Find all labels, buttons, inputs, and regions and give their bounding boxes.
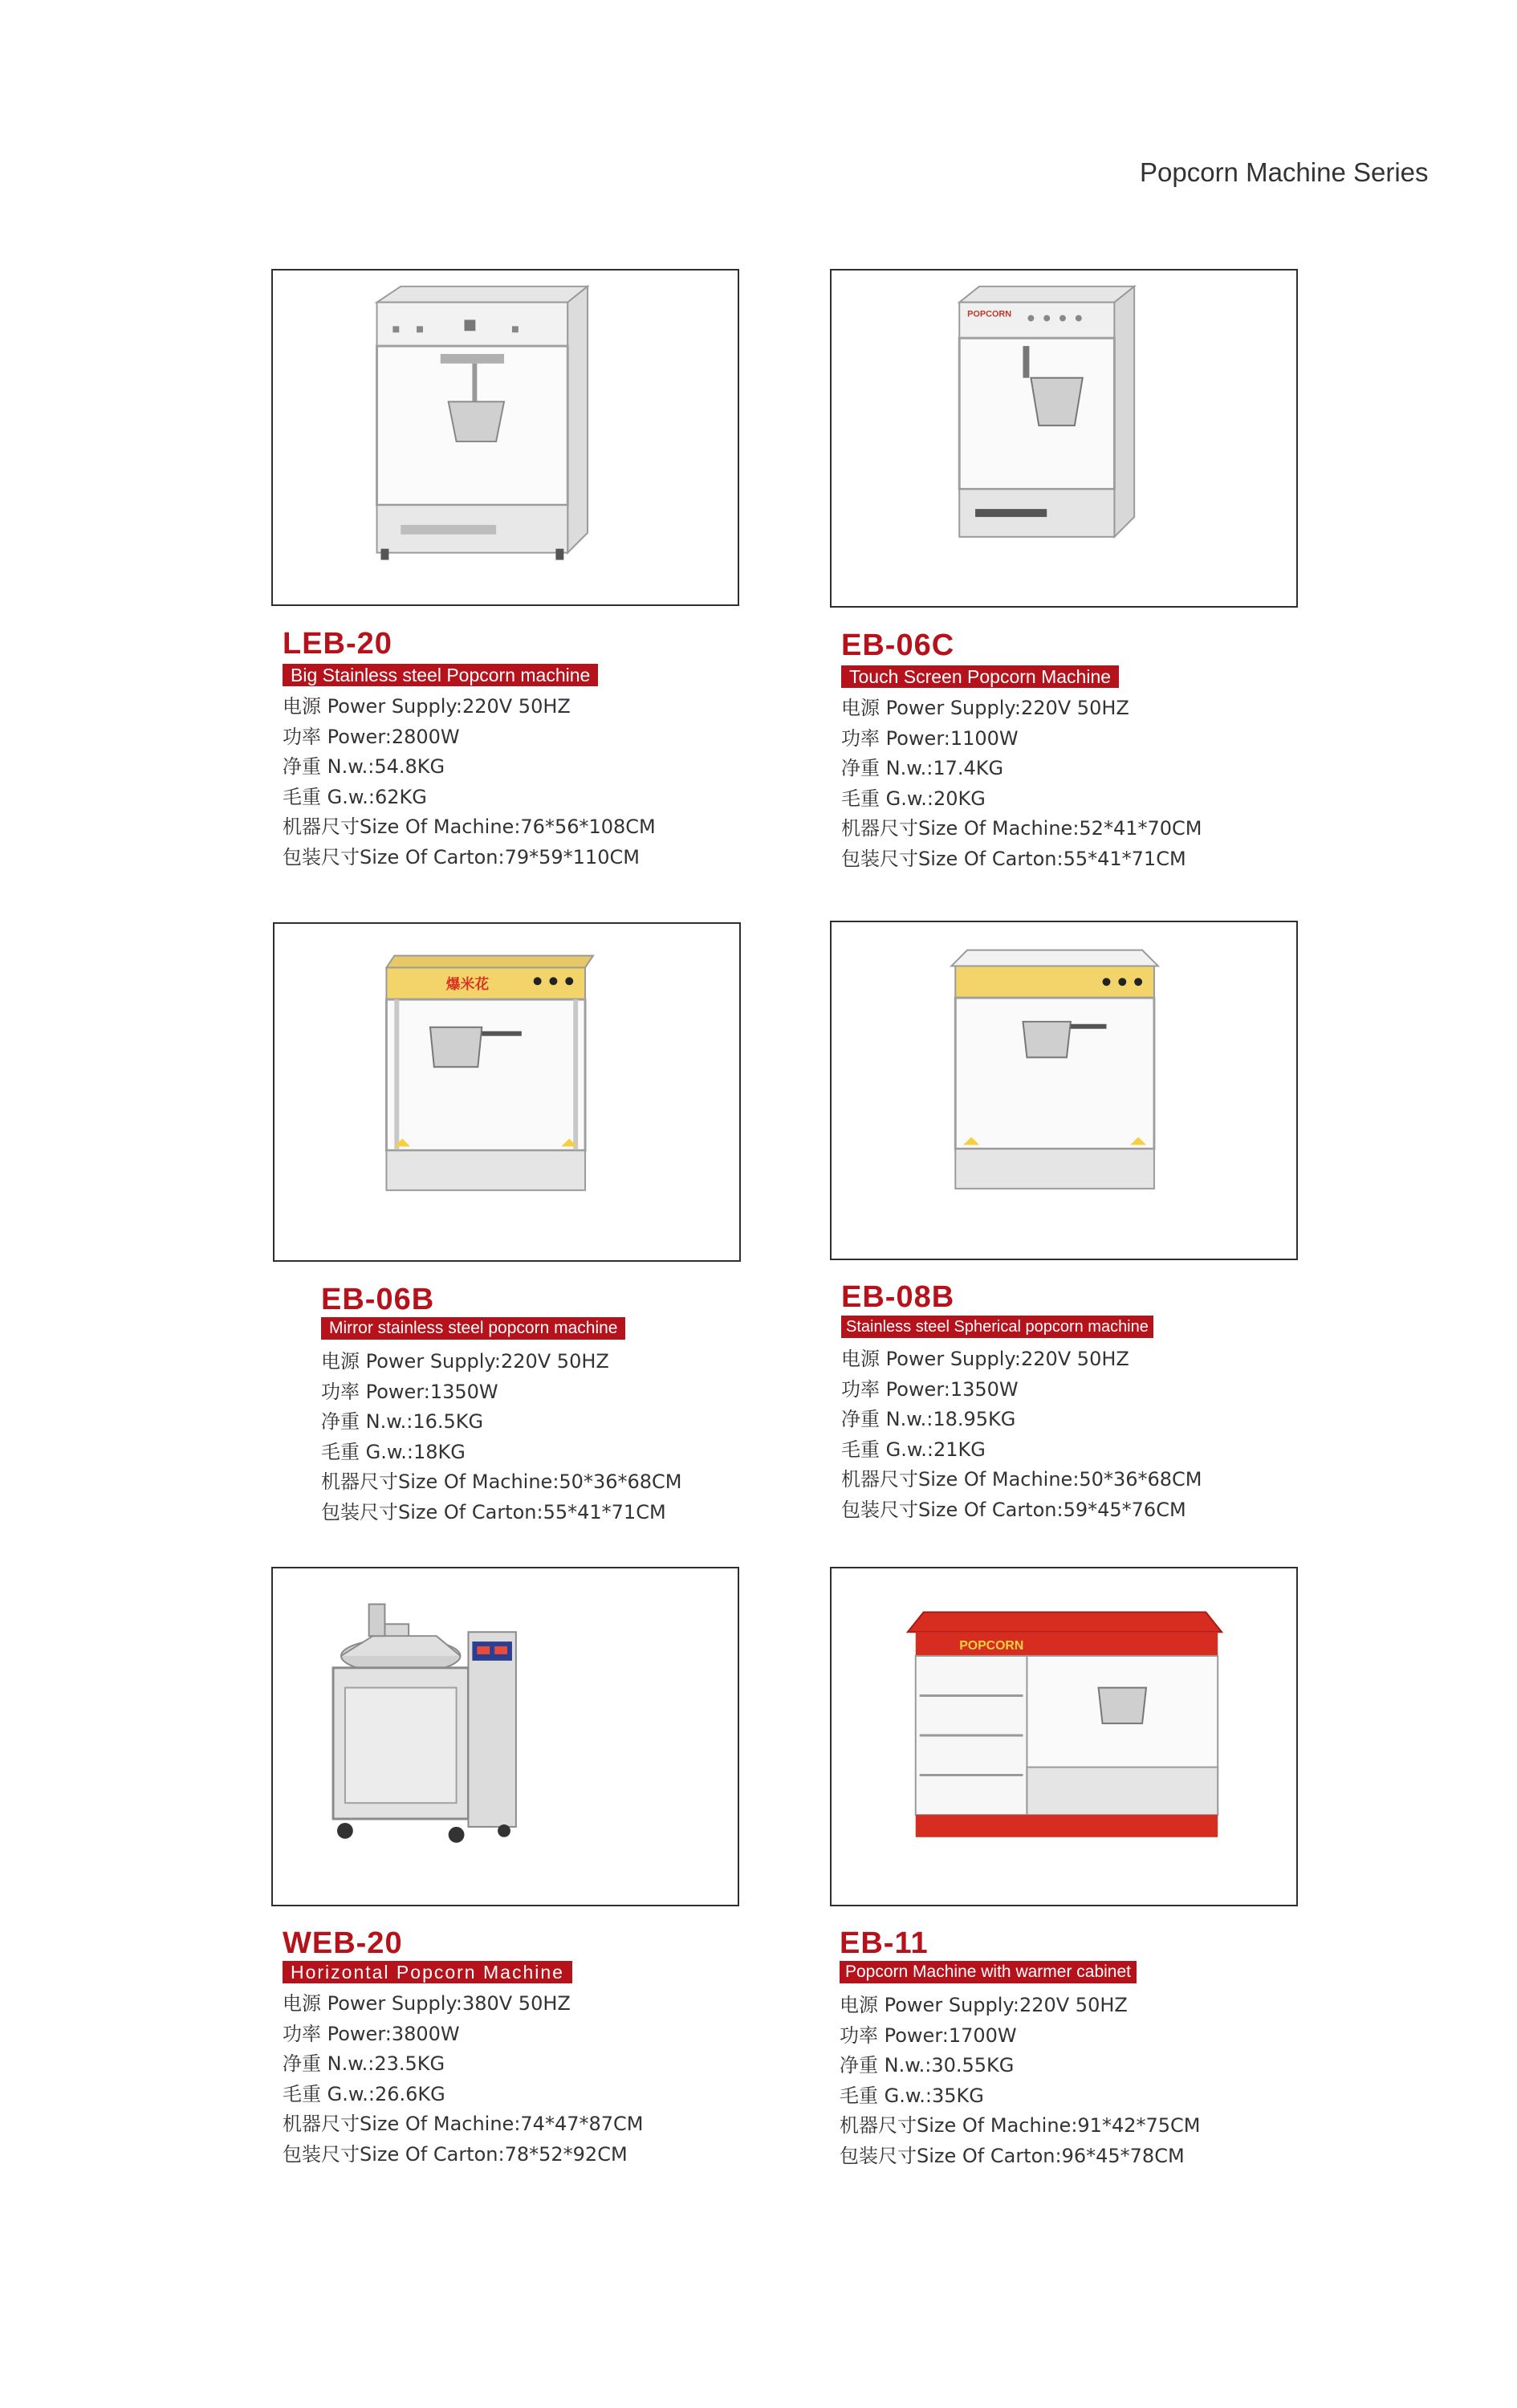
spec-list bbox=[841, 694, 1202, 874]
spec-list bbox=[283, 692, 656, 872]
spec-power: 功率 Power:1700W bbox=[840, 2024, 1017, 2047]
spec-power: 功率 Power:1100W bbox=[841, 726, 1019, 750]
product-subtitle: Touch Screen Popcorn Machine bbox=[841, 665, 1119, 688]
product-subtitle: Stainless steel Spherical popcorn machine bbox=[841, 1316, 1153, 1338]
product-photo-eb-06b bbox=[273, 922, 741, 1262]
spec-power-supply: 电源 Power Supply:220V 50HZ bbox=[283, 695, 571, 718]
spec-power: 功率 Power:1350W bbox=[841, 1377, 1019, 1401]
product-subtitle: Mirror stainless steel popcorn machine bbox=[321, 1317, 625, 1340]
product-model: EB-11 bbox=[840, 1926, 929, 1960]
spec-power-supply: 电源 Power Supply:220V 50HZ bbox=[841, 1348, 1129, 1370]
product-model: WEB-20 bbox=[283, 1926, 403, 1960]
spec-list bbox=[840, 1991, 1201, 2171]
spec-power-supply: 电源 Power Supply:220V 50HZ bbox=[841, 697, 1129, 719]
spec-power-supply: 电源 Power Supply:220V 50HZ bbox=[321, 1350, 609, 1373]
spec-machine-size: 机器尺寸Size Of Machine:91*42*75CM bbox=[840, 2114, 1201, 2137]
product-photo-eb-06c bbox=[830, 269, 1298, 608]
spec-power: 功率 Power:3800W bbox=[283, 2022, 460, 2045]
spec-list bbox=[283, 1989, 644, 2170]
spec-net-weight: 净重 N.w.:17.4KG bbox=[841, 757, 1004, 779]
spec-gross-weight: 毛重 G.w.:26.6KG bbox=[283, 2082, 445, 2105]
popcorn-machine-image bbox=[832, 922, 1296, 1259]
product-subtitle: Big Stainless steel Popcorn machine bbox=[283, 664, 598, 686]
spec-gross-weight: 毛重 G.w.:20KG bbox=[841, 787, 986, 810]
spec-net-weight: 净重 N.w.:54.8KG bbox=[283, 755, 445, 778]
popcorn-machine-image bbox=[273, 1568, 738, 1905]
popcorn-machine-image bbox=[273, 270, 738, 604]
spec-net-weight: 净重 N.w.:23.5KG bbox=[283, 2052, 445, 2075]
series-title: Popcorn Machine Series bbox=[1140, 157, 1429, 187]
spec-power: 功率 Power:1350W bbox=[321, 1380, 498, 1403]
product-subtitle: Popcorn Machine with warmer cabinet bbox=[840, 1961, 1137, 1983]
spec-power-supply: 电源 Power Supply:220V 50HZ bbox=[840, 1994, 1128, 2016]
popcorn-machine-image bbox=[275, 924, 739, 1260]
product-photo-leb-20 bbox=[271, 269, 739, 606]
spec-gross-weight: 毛重 G.w.:21KG bbox=[841, 1438, 986, 1461]
spec-machine-size: 机器尺寸Size Of Machine:50*36*68CM bbox=[321, 1470, 682, 1493]
popcorn-machine-image bbox=[832, 270, 1296, 606]
svg-text:POPCORN: POPCORN bbox=[959, 1639, 1024, 1653]
svg-text:POPCORN: POPCORN bbox=[967, 309, 1012, 319]
product-model: EB-06C bbox=[841, 628, 955, 662]
spec-machine-size: 机器尺寸Size Of Machine:76*56*108CM bbox=[283, 816, 656, 838]
product-photo-eb-11 bbox=[830, 1567, 1298, 1906]
popcorn-machine-image bbox=[832, 1568, 1296, 1905]
spec-gross-weight: 毛重 G.w.:18KG bbox=[321, 1440, 466, 1463]
spec-carton-size: 包装尺寸Size Of Carton:96*45*78CM bbox=[840, 2144, 1185, 2167]
spec-carton-size: 包装尺寸Size Of Carton:55*41*71CM bbox=[841, 847, 1186, 870]
product-model: EB-08B bbox=[841, 1280, 955, 1314]
spec-carton-size: 包装尺寸Size Of Carton:59*45*76CM bbox=[841, 1498, 1186, 1521]
product-photo-web-20 bbox=[271, 1567, 739, 1906]
spec-gross-weight: 毛重 G.w.:62KG bbox=[283, 785, 427, 808]
spec-carton-size: 包装尺寸Size Of Carton:78*52*92CM bbox=[283, 2142, 628, 2166]
spec-carton-size: 包装尺寸Size Of Carton:55*41*71CM bbox=[321, 1500, 666, 1523]
spec-net-weight: 净重 N.w.:30.55KG bbox=[840, 2054, 1015, 2076]
spec-power-supply: 电源 Power Supply:380V 50HZ bbox=[283, 1992, 571, 2015]
product-subtitle: Horizontal Popcorn Machine bbox=[283, 1961, 572, 1983]
product-photo-eb-08b bbox=[830, 921, 1298, 1260]
svg-text:爆米花: 爆米花 bbox=[445, 976, 490, 993]
product-model: EB-06B bbox=[321, 1283, 435, 1316]
spec-carton-size: 包装尺寸Size Of Carton:79*59*110CM bbox=[283, 845, 640, 868]
spec-list bbox=[841, 1344, 1202, 1525]
spec-net-weight: 净重 N.w.:18.95KG bbox=[841, 1408, 1016, 1430]
spec-net-weight: 净重 N.w.:16.5KG bbox=[321, 1410, 484, 1433]
spec-gross-weight: 毛重 G.w.:35KG bbox=[840, 2084, 984, 2107]
spec-machine-size: 机器尺寸Size Of Machine:52*41*70CM bbox=[841, 817, 1202, 840]
product-model: LEB-20 bbox=[283, 627, 392, 661]
spec-list bbox=[321, 1347, 682, 1527]
spec-machine-size: 机器尺寸Size Of Machine:74*47*87CM bbox=[283, 2113, 644, 2135]
spec-power: 功率 Power:2800W bbox=[283, 725, 460, 748]
spec-machine-size: 机器尺寸Size Of Machine:50*36*68CM bbox=[841, 1468, 1202, 1491]
